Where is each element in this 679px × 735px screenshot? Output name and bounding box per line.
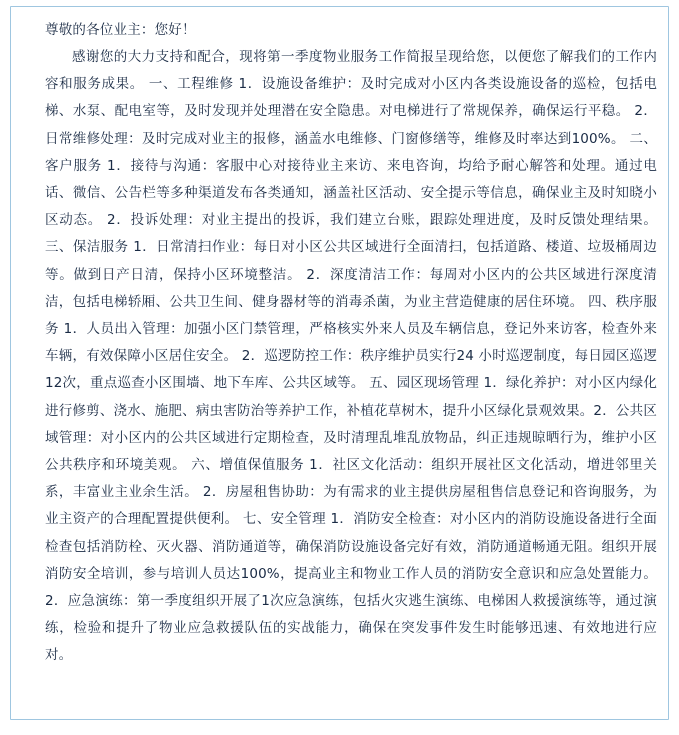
report-body-text: 感谢您的大力支持和配合，现将第一季度物业服务工作简报呈现给您，以便您了解我们的工作内容和服务成果。 一、工程维修 1．设施设备维护：及时完成对小区内各类设施设备的巡检，包括电梯、水泵、配电室等，及时发现并处理潜在安全隐患。对电梯进行了常规保养，确保运行平稳。 2．日常维修处理：及时完成对业主的报修，涵盖水电维修、门窗修缮等，维修及时率达到100%。 二、客户服务 1．接待与沟通：客服中心对接待业主来访、来电咨询，均给予耐心解答和处理。通过电话、微信、公告栏等多种渠道发布各类通知，涵盖社区活动、安全提示等信息，确保业主及时知晓小区动态。 2．投诉处理：对业主提出的投诉，我们建立台账，跟踪处理进度，及时反馈处理结果。 三、保洁服务 1．日常清扫作业：每日对小区公共区域进行全面清扫，包括道路、楼道、垃圾桶周边等。做到日产日清，保持小区环境整洁。 2．深度清洁工作：每周对小区内的公共区域进行深度清洁，包括电梯轿厢、公共卫生间、健身器材等的消毒杀菌，为业主营造健康的居住环境。 四、秩序服务 1．人员出入管理：加强小区门禁管理，严格核实外来人员及车辆信息，登记外来访客，检查外来车辆，有效保障小区居住安全。 2．巡逻防控工作：秩序维护员实行24 小时巡逻制度，每日园区巡逻12次，重点巡查小区围墙、地下车库、公共区域等。 五、园区现场管理 1．绿化养护：对小区内绿化进行修剪、浇水、施肥、病虫害防治等养护工作，补植花草树木，提升小区绿化景观效果。2．公共区域管理：对小区内的公共区域进行定期检查，及时清理乱堆乱放物品，纠正违规晾晒行为，维护小区公共秩序和环境美观。 六、增值保值服务 1．社区文化活动：组织开展社区文化活动，增进邻里关系，丰富业主业余生活。 2．房屋租售协助：为有需求的业主提供房屋租售信息登记和咨询服务，为业主资产的合理配置提供便利。 七、安全管理 1．消防安全检查：对小区内的消防设施设备进行全面检查包括消防栓、灭火器、消防通道等，确保消防设施设备完好有效，消防通道畅通无阻。组织开展消防安全培训，参与培训人员达100%，提高业主和物业工作人员的消防安全意识和应急处置能力。 2．应急演练：第一季度组织开展了1次应急演练，包括火灾逃生演练、电梯困人救援演练等，通过演练，检验和提升了物业应急救援队伍的实战能力，确保在突发事件发生时能够迅速、有效地进行应对。 xyxy=(45,49,657,664)
salutation-line: 尊敬的各位业主：您好！ xyxy=(45,22,196,38)
document-frame xyxy=(10,6,669,720)
document-content xyxy=(33,17,671,670)
